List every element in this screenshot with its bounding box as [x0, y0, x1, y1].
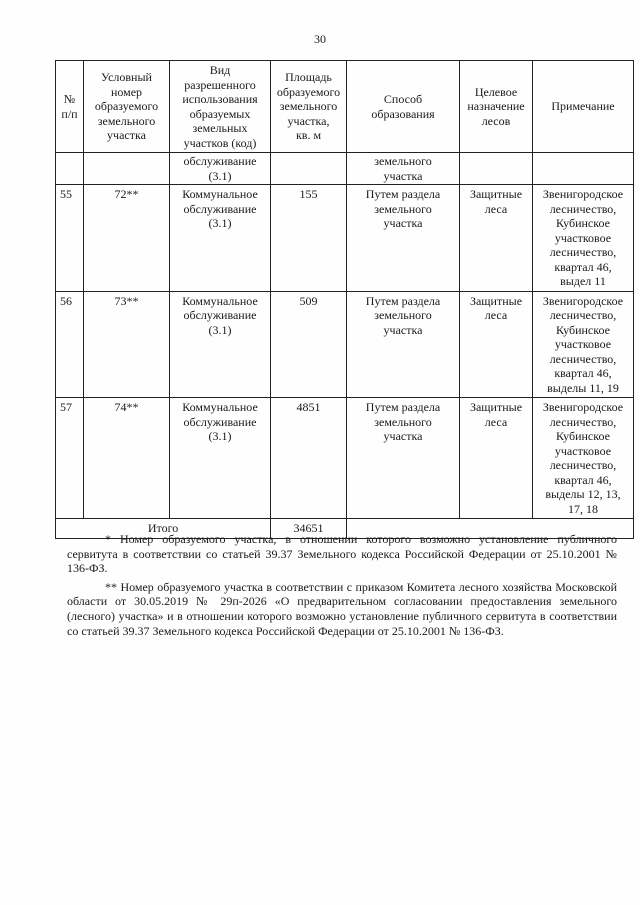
table-cell [533, 153, 634, 185]
header-cell-number: № п/п [56, 61, 84, 153]
forest-purpose-cell: Защитные леса [460, 291, 533, 398]
total-label: Итого [56, 519, 271, 539]
formation-method-cell: Путем раздела земельного участка [347, 398, 460, 519]
area-cell: 509 [271, 291, 347, 398]
table-row-continuation [56, 153, 634, 185]
footnote-double-asterisk: ** Номер образуемого участка в соответствии с приказом Комитета лесного хозяйства Московской области от 30.05.2019 № 29п-2026 «О предварительном согласовании предоставления земельного (лесного) участка» и в отношении которого возможно установление публичного сервитута в соответствии со статьей 39.37 Земельного кодекса Российской Федерации от 25.10.2001 № 136-ФЗ. [67, 579, 617, 638]
header-cell-formation-method: Способ образования [347, 61, 460, 153]
area-cell: 4851 [271, 398, 347, 519]
formation-method-cell: Путем раздела земельного участка [347, 185, 460, 292]
conditional-number-cell: 72** [84, 185, 170, 292]
footnotes [67, 532, 617, 642]
permitted-use-cell: Коммунальное обслуживание (3.1) [170, 398, 271, 519]
conditional-number-cell: 73** [84, 291, 170, 398]
formation-method-cell: Путем раздела земельного участка [347, 291, 460, 398]
total-value: 34651 [271, 519, 347, 539]
table-row [56, 398, 634, 519]
table-cell: земельного участка [347, 153, 460, 185]
header-cell-conditional-number: Условный номер образуемого земельного участка [84, 61, 170, 153]
header-cell-permitted-use: Вид разрешенного использования образуемых земельных участков (код) [170, 61, 271, 153]
row-number-cell: 57 [56, 398, 84, 519]
table-cell [56, 153, 84, 185]
table-row [56, 291, 634, 398]
footnote-single-asterisk: * Номер образуемого участка, в отношении которого возможно установление публичного сервитута в соответствии со статьей 39.37 Земельного кодекса Российской Федерации от 25.10.2001 № 136-ФЗ. [67, 532, 617, 576]
area-cell: 155 [271, 185, 347, 292]
table-cell [460, 153, 533, 185]
table-header-row [56, 61, 634, 153]
header-cell-area: Площадь образуемого земельного участка, кв. м [271, 61, 347, 153]
forest-purpose-cell: Защитные леса [460, 398, 533, 519]
header-cell-forest-purpose: Целевое назначение лесов [460, 61, 533, 153]
permitted-use-cell: Коммунальное обслуживание (3.1) [170, 291, 271, 398]
note-cell: Звенигородское лесничество, Кубинское участковое лесничество, квартал 46, выделы 11, 19 [533, 291, 634, 398]
note-cell: Звенигородское лесничество, Кубинское участковое лесничество, квартал 46, выделы 12, 13, 17, 18 [533, 398, 634, 519]
table-cell [271, 153, 347, 185]
table-cell: обслуживание (3.1) [170, 153, 271, 185]
row-number-cell: 55 [56, 185, 84, 292]
forest-purpose-cell: Защитные леса [460, 185, 533, 292]
page-number: 30 [314, 32, 326, 46]
note-cell: Звенигородское лесничество, Кубинское участковое лесничество, квартал 46, выдел 11 [533, 185, 634, 292]
table-cell [84, 153, 170, 185]
conditional-number-cell: 74** [84, 398, 170, 519]
permitted-use-cell: Коммунальное обслуживание (3.1) [170, 185, 271, 292]
table-row [56, 185, 634, 292]
land-plots-table [55, 60, 634, 539]
header-cell-note: Примечание [533, 61, 634, 153]
row-number-cell: 56 [56, 291, 84, 398]
